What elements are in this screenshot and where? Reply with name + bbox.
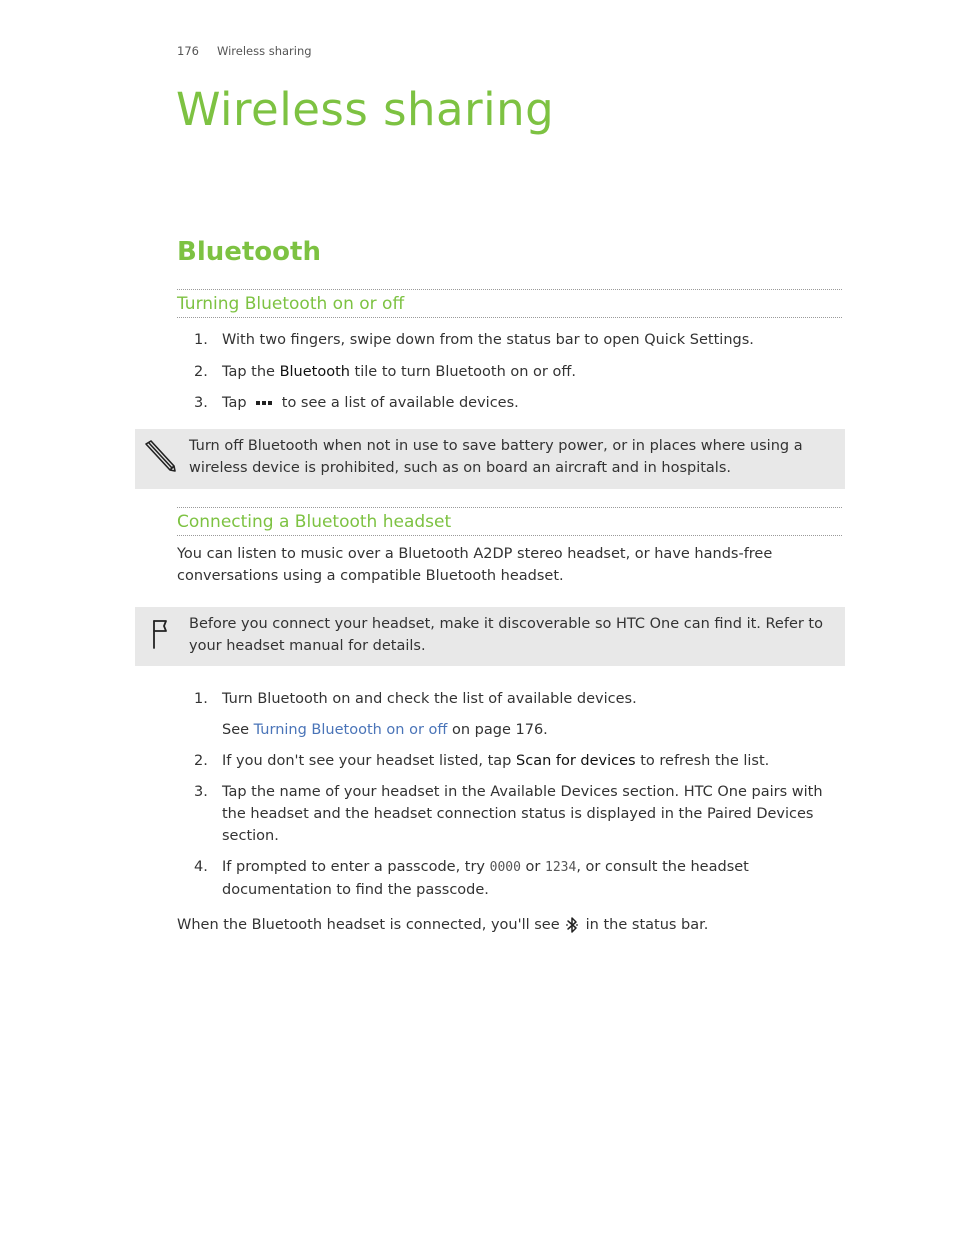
running-title: Wireless sharing bbox=[216, 44, 312, 58]
turning-steps bbox=[177, 329, 837, 424]
passcode-code: 1234 bbox=[545, 860, 577, 875]
list-item bbox=[177, 688, 837, 741]
step-number: 4. bbox=[194, 859, 208, 875]
list-item bbox=[177, 856, 837, 901]
step-text: tile to turn Bluetooth on or off. bbox=[349, 363, 576, 380]
pencil-icon bbox=[143, 439, 177, 473]
cross-reference-link[interactable]: Turning Bluetooth on or off bbox=[253, 722, 448, 738]
flag-icon bbox=[143, 617, 173, 651]
page-number: 176 bbox=[177, 44, 199, 58]
step-text: to refresh the list. bbox=[635, 753, 770, 769]
see-also: See Turning Bluetooth on or off on page 176. bbox=[222, 722, 548, 738]
ui-term: Scan for devices bbox=[516, 753, 636, 769]
subsection-title: Turning Bluetooth on or off bbox=[177, 294, 405, 314]
step-text: Turn Bluetooth on and check the list of available devices. bbox=[222, 691, 637, 707]
step-text: Tap bbox=[222, 395, 247, 411]
step-number: 1. bbox=[194, 332, 208, 348]
section-title: Bluetooth bbox=[177, 237, 321, 267]
step-text: or bbox=[520, 859, 546, 875]
step-number: 2. bbox=[194, 363, 208, 380]
list-item bbox=[177, 361, 837, 383]
subsection-heading-turning bbox=[177, 289, 842, 318]
closing-paragraph: When the Bluetooth headset is connected, you'll see in the status bar. bbox=[177, 917, 709, 933]
note-text: Turn off Bluetooth when not in use to save battery power, or in places where using a wireless device is prohibited, such as on board an aircraft and in hospitals. bbox=[189, 438, 803, 476]
headset-steps bbox=[177, 688, 837, 910]
step-text: With two fingers, swipe down from the status bar to open Quick Settings. bbox=[222, 332, 754, 348]
step-text: to see a list of available devices. bbox=[281, 395, 519, 411]
step-number: 3. bbox=[194, 784, 208, 800]
bluetooth-icon bbox=[566, 916, 578, 934]
subsection-title: Connecting a Bluetooth headset bbox=[177, 512, 452, 532]
step-number: 3. bbox=[194, 395, 208, 411]
list-item bbox=[177, 750, 837, 772]
list-item bbox=[177, 329, 837, 351]
passcode-code: 0000 bbox=[489, 860, 521, 875]
step-text: , or consult the headset documentation to find the passcode. bbox=[222, 859, 749, 898]
step-number: 2. bbox=[194, 753, 208, 769]
list-item bbox=[177, 781, 837, 847]
chapter-title: Wireless sharing bbox=[176, 83, 555, 136]
subsection-heading-headset bbox=[177, 507, 842, 536]
headset-intro: You can listen to music over a Bluetooth A2DP stereo headset, or have hands-free conversations using a compatible Bluetooth headset. bbox=[177, 546, 773, 584]
note-box-battery bbox=[135, 429, 845, 489]
note-box-discoverable bbox=[135, 607, 845, 666]
step-text: Tap the bbox=[222, 363, 280, 380]
step-text: If prompted to enter a passcode, try bbox=[222, 859, 490, 875]
running-header bbox=[177, 44, 312, 58]
step-number: 1. bbox=[194, 691, 208, 707]
note-text: Before you connect your headset, make it discoverable so HTC One can find it. Refer to your headset manual for details. bbox=[189, 616, 823, 654]
step-text: Tap the name of your headset in the Available Devices section. HTC One pairs with the headset and the headset connection status is displayed in the Paired Devices section. bbox=[222, 784, 823, 844]
ui-term: Bluetooth bbox=[279, 363, 350, 380]
step-text: If you don't see your headset listed, tap bbox=[222, 753, 517, 769]
more-dots-icon bbox=[255, 398, 273, 408]
list-item bbox=[177, 392, 837, 414]
